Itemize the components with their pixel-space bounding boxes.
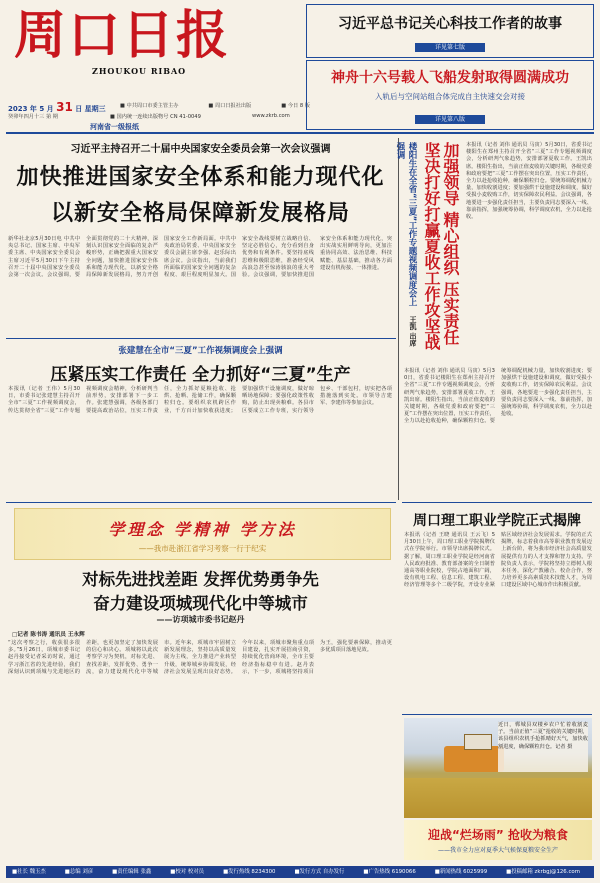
- photo-feature-title-box: [404, 820, 592, 860]
- side-body: 本报讯（记者 刘伟 通讯员 马寅）5月30日，省委书记楼阳生在郑州主持召开全省“三夏”工作专题视频调度会，分析研判气象趋势，安排部署夏收工作。王凯出席。楼阳生指出，当前正值麦收的关键时期，各级党委和政府要把“三夏”工作摆在突出位置，压实工作责任，全力以赴抢收抢种，确保颗粒归仓。要统筹调配机械力量，加快收割进度；要加强烘干设施建设和调度，做好受损小麦收购工作，切实保障农民利益。会议强调，各地要进一步强化责任担当，主要负责同志要深入一线、靠前指挥，加强统筹协调，科学调度农机，全力以赴抢收。: [466, 142, 592, 221]
- org-line-row: [120, 102, 310, 109]
- org-line-4: ■ 今日 8 版: [281, 103, 310, 109]
- teaser-2-sub: 入轨后与空间站组合体完成自主快速交会对接: [375, 92, 525, 101]
- right-body: 本报讯（记者 王晓 通讯员 王云飞）5月30日上午，周口理工职业学院揭牌仪式在学院举行。市领导出席揭牌仪式。据了解，周口理工职业学院是经河南省人民政府批准、教育部备案的全日制普通高等职业院校，学院占地面积广阔，设有机电工程、信息工程、建筑工程、经济管理等多个二级学院，开设专业紧贴区域经济社会发展需求。学院的正式揭牌，标志着我市高等职业教育发展迈上新台阶，将为我市经济社会高质量发展提供有力的人才支撑和智力支持。学院负责人表示，学院将坚持立德树人根本任务，深化产教融合、校企合作，努力培养更多高素质技术技能人才，为周口建设区域中心城市作出积极贡献。: [404, 532, 592, 589]
- feature-headline-1: 对标先进找差距 发挥优势勇争先: [82, 570, 319, 589]
- footer-bar: [6, 866, 594, 878]
- photo-divider: [402, 714, 592, 715]
- lead-kicker: 习近平主持召开二十届中央国家安全委员会第一次会议强调: [70, 144, 331, 155]
- lead-body: 新华社北京5月30日电 中共中央总书记、国家主席、中央军委主席、中央国家安全委员会主席习近平5月30日下午主持召开二十届中央国家安全委员会第一次会议。会议强调，要全面贯彻党的二十大精神，深刻认识国家安全面临的复杂严峻形势，正确把握重大国家安全问题，加快推进国家安全体系和能力现代化，以新安全格局保障新发展格局，努力开创国家安全工作新局面。中共中央政治局常委、中央国家安全委员会副主席李强、赵乐际出席会议。会议指出，当前我们所面临的国家安全问题的复杂程度、艰巨程度明显加大。国家安全战线要树立战略自信、坚定必胜信心，充分看到自身优势和有利条件。要坚持底线思维和极限思维，准备经受风高浪急甚至惊涛骇浪的重大考验。会议强调，要加快推进国家安全体系和能力现代化，突出实战实用鲜明导向，更加注重协同高效、法治思维、科技赋能、基层基础，推动各方面建设有机衔接、一体推进。: [8, 236, 392, 279]
- feature-banner-title: 学理念 学精神 学方法: [108, 520, 297, 539]
- photo-subline: ——我市全力应对夏季大气候保夏粮安全生产: [437, 847, 558, 854]
- footer-item: ■发行方式 自办发行: [294, 869, 345, 875]
- website: www.zkrb.com: [252, 113, 290, 119]
- lead-headline-1: 加快推进国家安全体系和能力现代化: [16, 164, 385, 190]
- column-divider: [398, 138, 399, 500]
- teaser-2-headline: 神舟十六号载人飞船发射取得圆满成功: [331, 70, 569, 86]
- feature-divider: [6, 502, 396, 503]
- issue-date-weekday: 日 星期三: [75, 105, 106, 113]
- issue-date: [8, 100, 106, 114]
- side-body-continued: 本报讯（记者 刘伟 通讯员 马寅）5月30日，省委书记楼阳生在郑州主持召开全省“三夏”工作专题视频调度会，分析研判气象趋势，安排部署夏收工作。王凯出席。楼阳生指出，当前正值麦收的关键时期，各级党委和政府要把“三夏”工作摆在突出位置，压实工作责任，全力以赴抢收抢种，确保颗粒归仓。要统筹调配机械力量，加快收割进度；要加强烘干设施建设和调度，做好受损小麦收购工作，切实保障农民利益。会议强调，各地要进一步强化责任担当，主要负责同志要深入一线、靠前指挥，加强统筹协调，科学调度农机，全力以赴抢收。: [404, 368, 592, 425]
- photo-caption: 近日，郸城县双楼乡农户忙着收割麦子。当前正值“三夏”抢收的关键时期，该县组织农机手抢抓晴好天气，加快收割进度，确保颗粒归仓。记者 摄: [498, 722, 588, 772]
- right-headline: 周口理工职业学院正式揭牌: [413, 513, 581, 529]
- feature-banner: [14, 508, 391, 560]
- feature-body: “这次考察之行，收获很多很多。”5月26日，项城市委书记赵丹接受记者采访时说，通过学习浙江省的先进经验，我们深刻认识到项城与先进地区的差距，也更加坚定了加快发展的信心和决心。项城将以此次考察学习为契机，对标先进、查找差距，发挥优势、勇争一流，奋力建设现代化中等城市。近年来，项城市牢固树立新发展理念，坚持以高质量发展为主线，全力推进产业转型升级，统筹城乡协调发展，经济社会发展呈现出良好态势。今年以来，项城市聚焦重点项目建设，扎实开展招商引资，持续优化营商环境，全市主要经济指标稳中有进。赵丹表示，下一步，项城将坚持项目为王，强化要素保障，推动更多优质项目落地见效。: [8, 640, 392, 675]
- second-body: 本报讯（记者 王伟）5月30日，市委书记张建慧主持召开全市“三夏”工作视频调度会，传达贯彻全省“三夏”工作专题视频调度会精神，分析研判当前形势，安排部署下一步工作。张建慧强调，各级各部门要提高政治站位，压实工作责任，全力抓好夏粮抢收、抢烘、抢晒、抢储工作，确保颗粒归仓。要组织农机跨区作业，千方百计加快收获进度；要加强烘干设施调度，做好晾晒场地保障；要强化政策性收购，防止出现卖粮难。各县市区要成立工作专班，实行领导包乡、干部包村，切实把各项措施落到实处。市领导吉建军、李建伟等参加会议。: [8, 386, 392, 414]
- masthead-title: 周口日报: [14, 5, 231, 66]
- teaser-1-headline: 习近平总书记关心科技工作者的故事: [338, 16, 562, 32]
- teaser-1-link[interactable]: 详见第七版: [415, 43, 485, 52]
- side-headline: 加强领导 精心组织 压实责任 坚决打好打赢夏收工作攻坚战: [422, 142, 460, 350]
- lead-headline-2: 以新安全格局保障新发展格局: [50, 200, 350, 226]
- teaser-1[interactable]: [306, 4, 594, 58]
- footer-item: ■社长 魏玉杰: [12, 869, 46, 875]
- feature-banner-sub: ——我市赴浙江省学习考察一行于纪实: [138, 544, 267, 553]
- org-line-3: ■ 周口日报社出版: [208, 103, 252, 109]
- footer-item: ■责任编辑 张鑫: [112, 869, 152, 875]
- right-top-divider: [402, 502, 592, 503]
- footer-item: ■校对 校对员: [170, 869, 205, 875]
- issue-date-year: 2023 年 5 月: [8, 105, 54, 113]
- teaser-2[interactable]: [306, 60, 594, 130]
- second-headline: 压紧压实工作责任 全力抓好“三夏”生产: [50, 365, 351, 385]
- footer-item: ■广告热线 6190066: [363, 869, 416, 875]
- footer-item: ■投稿邮箱 zkrbgj@126.com: [506, 869, 580, 875]
- second-divider: [6, 338, 396, 339]
- org-line-1: ■ 中共周口市委主管主办: [120, 103, 179, 109]
- issue-date-day: 31: [56, 100, 73, 114]
- photo-headline: 迎战“烂场雨” 抢收为粮食: [428, 828, 568, 842]
- masthead-divider: [6, 132, 594, 134]
- masthead-badge: 河南省一级报纸: [90, 123, 139, 131]
- footer-item: ■总编 刘彦: [64, 869, 94, 875]
- second-kicker: 张建慧在全市“三夏”工作视频调度会上强调: [118, 346, 283, 356]
- feature-subhead: ——访项城市委书记赵丹: [156, 615, 245, 624]
- masthead-pinyin: ZHOUKOU RIBAO: [92, 66, 187, 76]
- side-author: 王凯 出席: [409, 316, 417, 347]
- side-vertical-kicker: 楼阳生在全省“三夏”工作专题视频调度会上强调: [395, 142, 417, 307]
- org-line-2: ■ 国内统一连续出版物号 CN 41-0049: [110, 114, 201, 120]
- issue-line: 癸卯年四月十三 第 期: [8, 114, 58, 120]
- feature-byline: □记者 陈书涛 通讯员 王永辉: [12, 632, 85, 638]
- footer-item: ■发行热线 8234300: [223, 869, 276, 875]
- teaser-2-link[interactable]: 详见第八版: [415, 115, 485, 124]
- feature-headline-2: 奋力建设项城现代化中等城市: [93, 594, 308, 613]
- footer-item: ■新闻热线 6025999: [434, 869, 488, 875]
